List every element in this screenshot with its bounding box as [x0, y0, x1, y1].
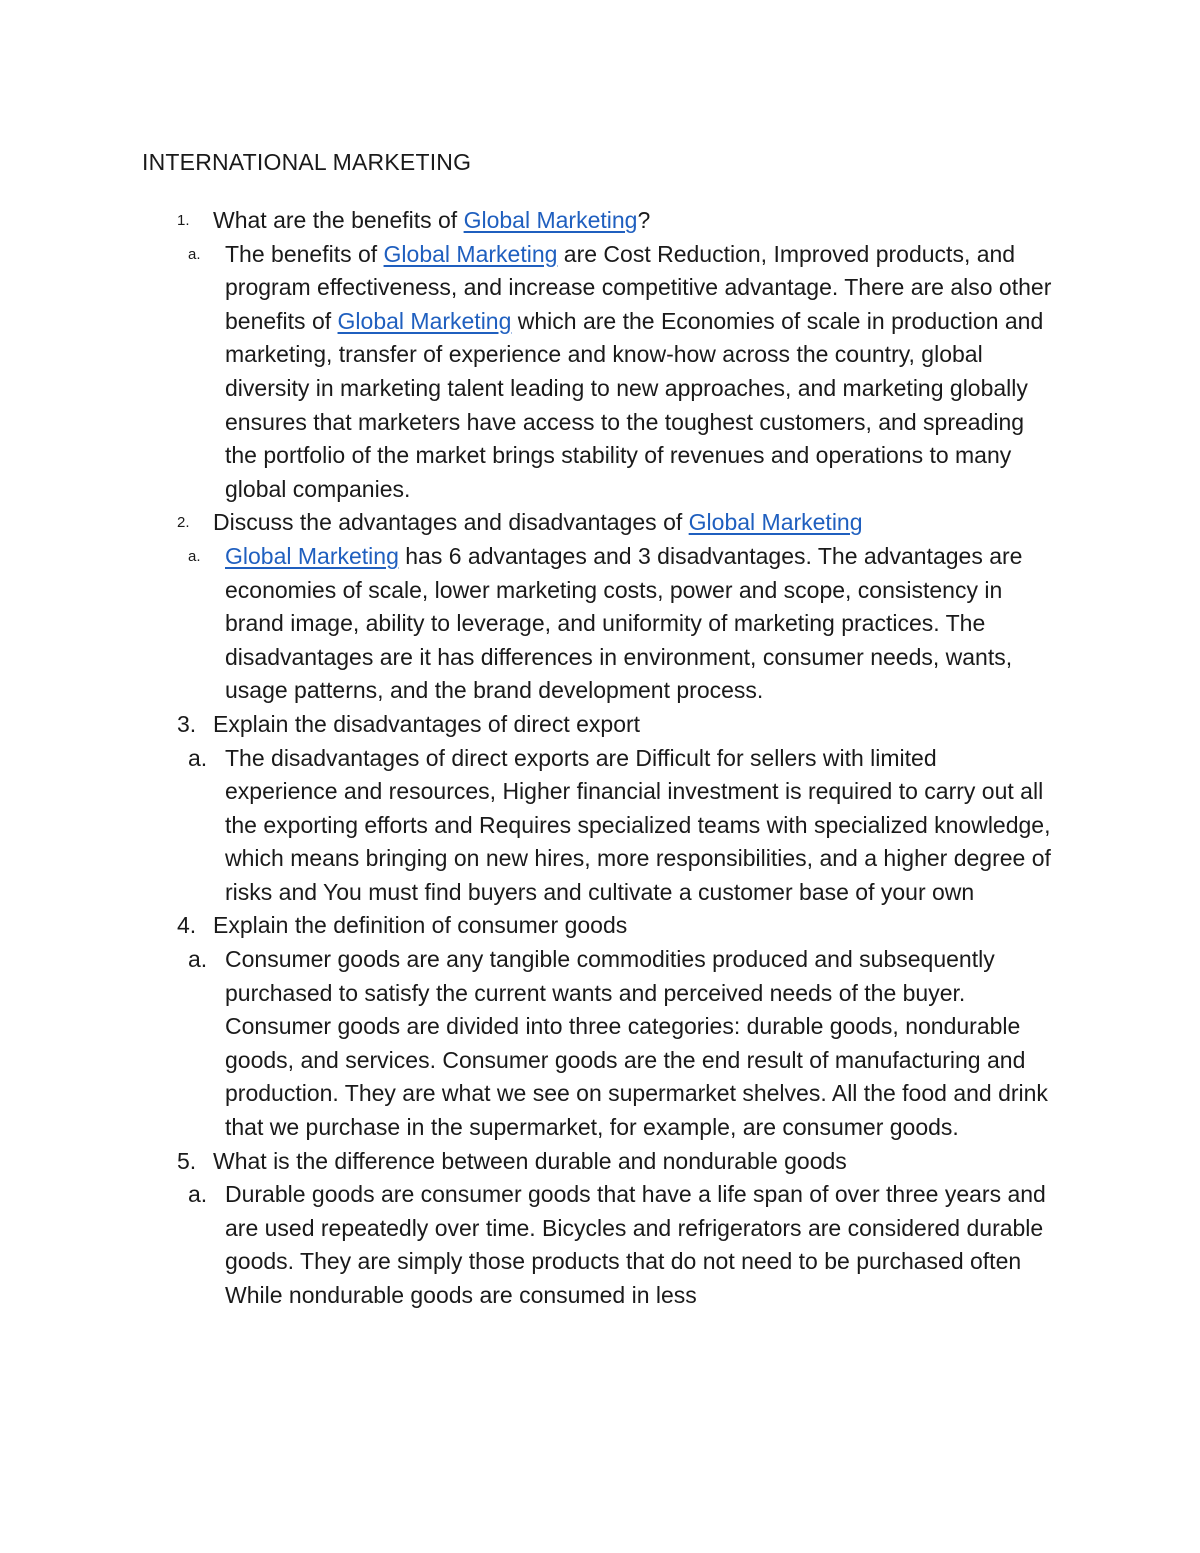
answer-text: The disadvantages of direct exports are Difficult for sellers with limited experience and resources, Higher financial investment is required to carry out all the exporting efforts and Requires specialized teams with specialized knowledge, which means bringing on new hires, more responsibilities, and a higher degree of risks and You must find buyers and cultivate a customer base of your own: [225, 744, 1051, 905]
question-list: [0, 204, 1200, 1313]
question-text: What is the difference between durable and nondurable goods: [213, 1147, 847, 1174]
question-text: Explain the disadvantages of direct export: [213, 710, 641, 737]
answer-letter: a.: [188, 245, 201, 263]
question-text: Discuss the advantages and disadvantages of: [213, 509, 689, 536]
answer-4: [0, 943, 1055, 1145]
question-number: 5.: [177, 1147, 197, 1174]
question-number: 4.: [177, 912, 197, 939]
answer-3: [0, 742, 1055, 910]
answer-text: Durable goods are consumer goods that have a life span of over three years and are used repeatedly over time. Bicycles and refrigerators are considered durable goods. They are simply those products that do not need to be purchased often While nondurable goods are consumed in less: [225, 1181, 1046, 1308]
global-marketing-link[interactable]: Global Marketing: [337, 307, 512, 334]
answer-text: which are the Economies of scale in production and marketing, transfer of experience and know-how across the country, global diversity in marketing talent leading to new approaches, and marketing globally ensures that marketers have access to the toughest customers, and spreading the portfolio of the market brings stability of revenues and operations to many global companies.: [225, 307, 1044, 502]
answer-2: [0, 540, 1055, 708]
question-text: What are the benefits of: [213, 207, 464, 233]
question-number: 1.: [177, 212, 190, 229]
question-2: [0, 506, 1073, 540]
question-text: Explain the definition of consumer goods: [213, 912, 628, 939]
answer-1: [0, 238, 1055, 507]
answer-letter: a.: [188, 1181, 208, 1208]
question-3: [0, 708, 1073, 742]
global-marketing-link[interactable]: Global Marketing: [383, 240, 558, 267]
global-marketing-link[interactable]: Global Marketing: [225, 542, 399, 569]
question-5: [0, 1145, 1073, 1179]
answer-text: are Cost Reduction, Improved products, and program effectiveness, and increase competitive advantage. There are also other benefits of: [225, 240, 1052, 334]
answer-text: has 6 advantages and 3 disadvantages. The advantages are economies of scale, lower marketing costs, power and scope, consistency in brand image, ability to leverage, and uniformity of marketing practices. The disadvantages are it has differences in environment, consumer needs, wants, usage patterns, and the brand development process.: [225, 542, 1023, 704]
question-number: 3.: [177, 710, 197, 737]
answer-text: The benefits of: [225, 240, 384, 267]
global-marketing-link[interactable]: Global Marketing: [463, 207, 638, 233]
document-title: INTERNATIONAL MARKETING: [142, 149, 472, 175]
question-4: [0, 909, 1073, 943]
question-number: 2.: [177, 514, 190, 532]
answer-letter: a.: [188, 744, 208, 771]
answer-letter: a.: [188, 946, 208, 973]
answer-letter: a.: [188, 547, 201, 565]
question-1: [0, 204, 1073, 238]
global-marketing-link[interactable]: Global Marketing: [688, 509, 863, 536]
question-text-suffix: ?: [637, 207, 651, 233]
answer-5: [0, 1178, 1055, 1312]
answer-text: Consumer goods are any tangible commodities produced and subsequently purchased to satisfy the current wants and perceived needs of the buyer. Consumer goods are divided into three categories: durable goods, nondurable goods, and services. Consumer goods are the end result of manufacturing and production. They are what we see on supermarket shelves. All the food and drink that we purchase in the supermarket, for example, are consumer goods.: [225, 946, 1048, 1141]
